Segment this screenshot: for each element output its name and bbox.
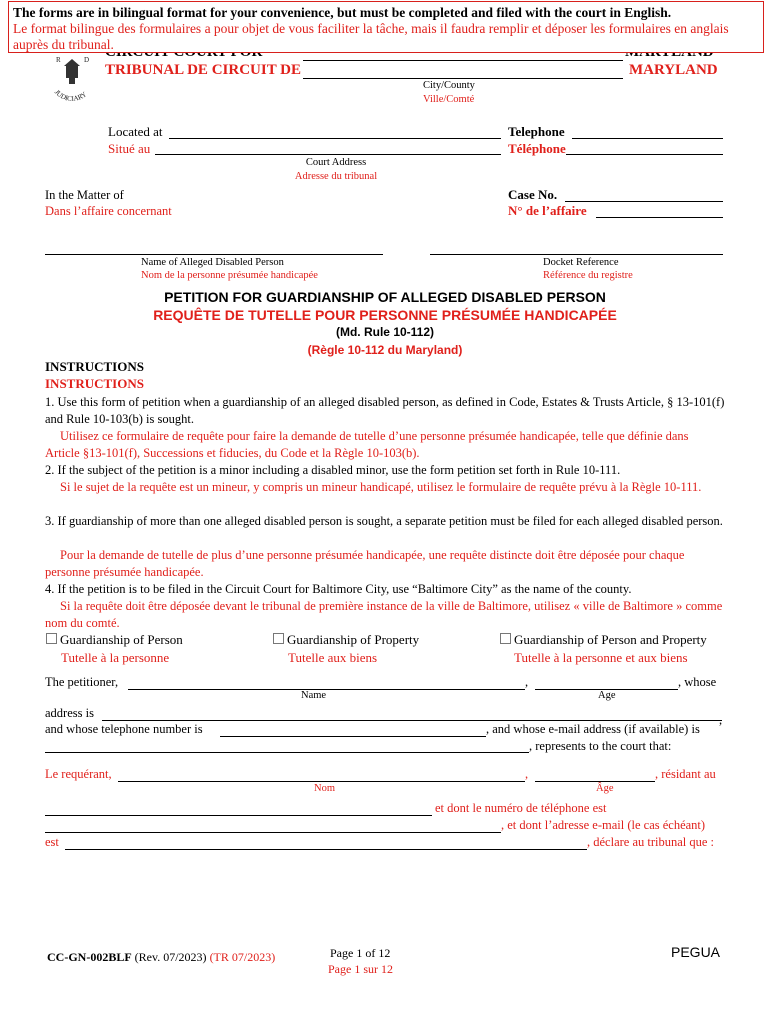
represents-label: , represents to the court that: [529,739,672,753]
svg-text:D: D [84,56,90,64]
comma-sep: , [525,675,529,689]
whose-label: , whose [678,675,717,689]
petitioner-label-fr: Le requérant, [45,767,112,781]
petitioner-name-line[interactable] [128,689,525,690]
guardianship-person-property-checkbox[interactable] [500,633,511,644]
instruction-4: 4. If the petition is to be filed in the Circuit Court for Baltimore City, use “Baltimore City” as the name of the county. [45,582,632,596]
state-fr: MARYLAND [629,62,718,78]
est-label-fr: est [45,835,59,849]
docket-caption: Docket Reference [543,257,619,268]
case-no-label-fr: N° de l’affaire [508,203,587,218]
rule-fr: (Règle 10-112 du Maryland) [307,343,463,357]
instruction-3-fr: Pour la demande de tutelle de plus d’une personne présumée handicapée, une requête distincte doit être déposée pour chaque personne présumée handicapée. [45,548,685,579]
in-matter-label: In the Matter of [45,188,124,202]
form-id-code: CC-GN-002BLF [47,950,132,964]
docket-reference-line[interactable] [430,254,723,255]
maryland-judiciary-seal-icon [44,48,98,104]
instructions-heading: INSTRUCTIONS [45,359,144,374]
notice-english: The forms are in bilingual format for your convenience, but must be completed and filed with the court in English. [13,5,672,20]
telephone-label: Telephone [508,124,565,139]
court-address-line-fr[interactable] [155,154,501,155]
address-line-fr[interactable] [45,815,432,816]
notice-french: Le format bilingue des formulaires a pour objet de vous faciliter la tâche, mais il faudra remplir et déposer les formulaires en anglais auprès du tribunal. [13,21,729,52]
svg-text:R: R [56,56,61,64]
telephone-number-label-fr: et dont le numéro de téléphone est [435,801,607,815]
name-caption-fr: Nom [314,783,335,794]
bilingual-notice-banner [8,1,764,53]
case-no-label: Case No. [508,187,558,202]
telephone-number-line[interactable] [220,736,486,737]
guardianship-person-checkbox[interactable] [46,633,57,644]
email-label-fr: , et dont l’adresse e-mail (le cas échéant) [501,818,706,832]
court-address-line[interactable] [169,138,501,139]
guardianship-person-property-label-fr: Tutelle à la personne et aux biens [514,650,688,665]
instruction-1-fr: Utilisez ce formulaire de requête pour faire la demande de tutelle d’une personne présumée handicapée, telle que définie dans Article §13-101(f), Successions et fiducies, du Code et la Règle 10-103(b). [45,429,689,460]
form-translation-revision: (TR 07/2023) [209,950,276,964]
telephone-number-line-fr[interactable] [45,832,501,833]
comma-sep-fr: , [525,767,529,781]
case-no-line-fr[interactable] [596,217,723,218]
age-caption-fr: Âge [596,783,614,794]
form-code: PEGUA [671,944,721,960]
form-title-fr: REQUÊTE DE TUTELLE POUR PERSONNE PRÉSUMÉE HANDICAPÉE [153,307,617,323]
page-number-fr: Page 1 sur 12 [328,962,393,976]
located-at-label: Located at [108,124,163,139]
form-title-en: PETITION FOR GUARDIANSHIP OF ALLEGED DISABLED PERSON [164,289,606,305]
email-line-fr[interactable] [65,849,587,850]
guardianship-person-property-label: Guardianship of Person and Property [514,632,707,647]
petitioner-age-line-fr[interactable] [535,781,655,782]
petitioner-name-line-fr[interactable] [118,781,525,782]
rule-en: (Md. Rule 10-112) [335,325,435,339]
city-county-label-fr: Ville/Comté [423,94,475,105]
instructions-heading-fr: INSTRUCTIONS [45,376,144,391]
city-county-label: City/County [423,80,475,91]
guardianship-property-checkbox[interactable] [273,633,284,644]
court-address-caption: Court Address [305,157,367,168]
county-line-en[interactable] [303,60,623,61]
court-address-caption-fr: Adresse du tribunal [294,171,378,182]
telephone-line-fr[interactable] [566,154,723,155]
alleged-person-name-caption-fr: Nom de la personne présumée handicapée [141,270,318,281]
instruction-2: 2. If the subject of the petition is a minor including a disabled minor, use the form petition set forth in Rule 10-111. [45,463,621,477]
declares-label-fr: , déclare au tribunal que : [587,835,715,849]
alleged-person-name-line[interactable] [45,254,383,255]
instruction-2-fr: Si le sujet de la requête est un mineur, y compris un mineur handicapé, utilisez le formulaire de requête prévu à la Règle 10-111. [60,480,702,494]
name-caption: Name [301,690,327,701]
page-number: Page 1 of 12 [330,946,391,960]
guardianship-person-label: Guardianship of Person [60,632,183,647]
telephone-number-label: and whose telephone number is [45,722,203,736]
telephone-line[interactable] [572,138,723,139]
petitioner-label: The petitioner, [45,675,119,689]
guardianship-person-label-fr: Tutelle à la personne [61,650,170,665]
county-line-fr[interactable] [303,78,623,79]
form-id [47,950,275,965]
telephone-label-fr: Téléphone [508,141,566,156]
form-revision: (Rev. 07/2023) [134,950,207,964]
address-label: address is [45,706,94,720]
guardianship-property-label: Guardianship of Property [287,632,420,647]
case-no-line[interactable] [565,201,723,202]
age-caption: Age [598,690,616,701]
guardianship-property-label-fr: Tutelle aux biens [288,650,378,665]
instruction-4-fr: Si la requête doit être déposée devant le tribunal de première instance de la ville de Baltimore, utilisez « ville de Baltimore » comme nom du comté. [45,599,723,630]
svg-text:JUDICIARY [53,88,88,103]
email-label: , and whose e-mail address (if available) is [486,722,700,736]
in-matter-label-fr: Dans l’affaire concernant [45,204,172,218]
docket-caption-fr: Référence du registre [543,270,633,281]
comma-sep-2: , [719,713,723,727]
email-line[interactable] [45,752,529,753]
alleged-person-name-caption: Name of Alleged Disabled Person [141,257,284,268]
address-line[interactable] [102,720,722,721]
seal-text: JUDICIARY [52,88,89,103]
instruction-1: 1. Use this form of petition when a guardianship of an alleged disabled person, as defined in Code, Estates & Trusts Article, § 13-101(f) and Rule 10-103(b) is sought. [45,395,725,426]
court-title-fr: TRIBUNAL DE CIRCUIT DE [105,62,302,78]
residing-label-fr: , résidant au [655,767,716,781]
located-at-label-fr: Situé au [108,141,151,156]
instruction-3: 3. If guardianship of more than one alleged disabled person is sought, a separate petition must be filed for each alleged disabled person. [45,514,723,528]
